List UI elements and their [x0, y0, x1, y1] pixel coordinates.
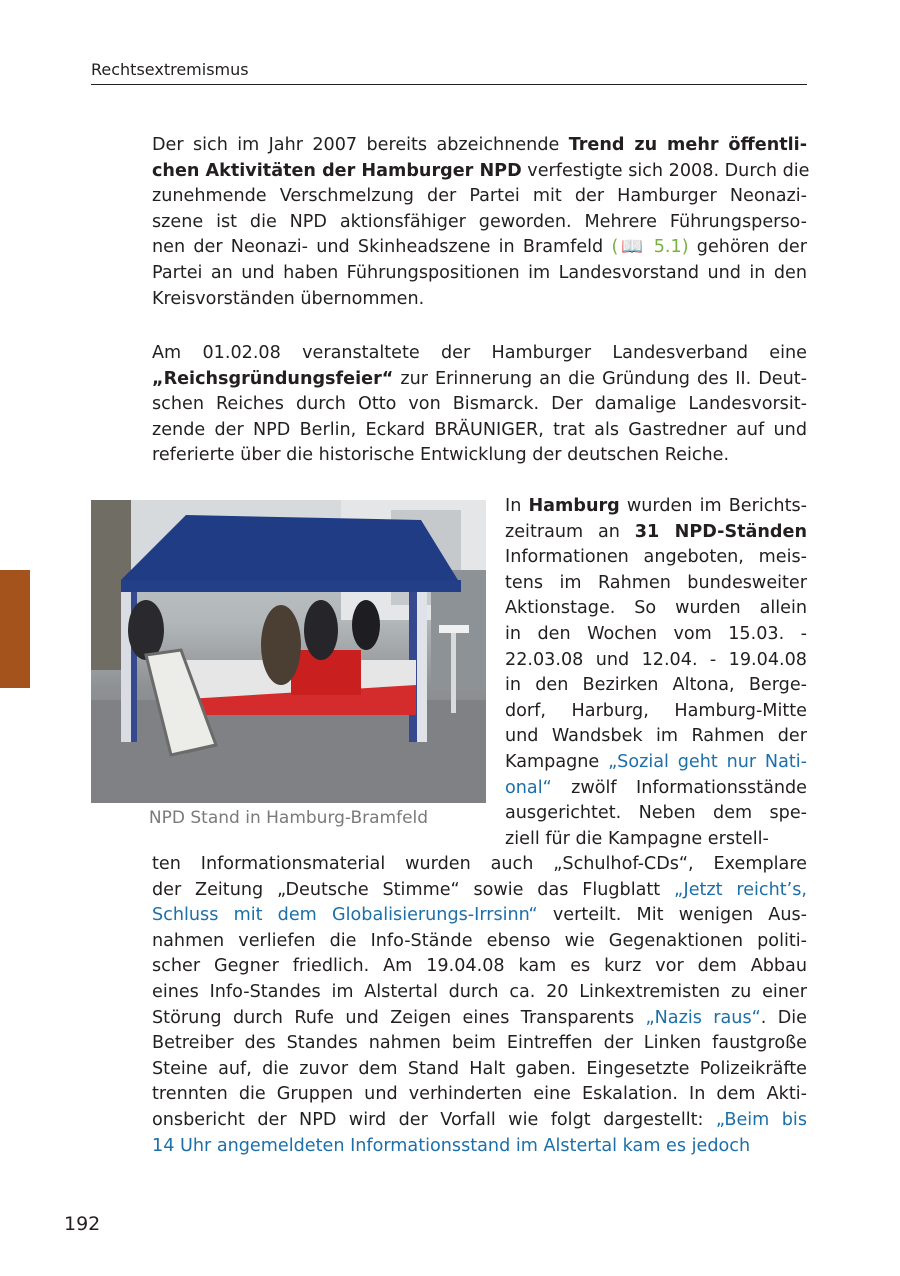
- text-line: [152, 184, 807, 210]
- text-run: wurden im Berichts-: [619, 496, 807, 516]
- text-line: [152, 341, 807, 367]
- quote-link: 14 Uhr angemeldeten Informationsstand im Alstertal kam es jedoch: [152, 1135, 751, 1156]
- text-run: 22.03.08 und 12.04. - 19.04.08: [505, 649, 807, 670]
- text-run: zende der NPD Berlin, Eckard BRÄUNIGER, trat als Gastredner auf und: [152, 419, 807, 440]
- text-line: [505, 622, 807, 648]
- text-run: in den Wochen vom 15.03. -: [505, 623, 807, 644]
- text-line: [505, 596, 807, 622]
- text-line: [152, 159, 810, 185]
- text-line: [152, 392, 807, 418]
- text-run: ziell für die Kampagne erstell-: [505, 828, 769, 849]
- quote-link: „Nazis raus“: [645, 1007, 761, 1028]
- text-run: der Zeitung „Deutsche Stimme“ sowie das Flugblatt: [152, 879, 674, 900]
- text-run: ten Informationsmaterial wurden auch „Schulhof-CDs“, Exemplare: [152, 854, 807, 874]
- text-run: . Die: [760, 1007, 807, 1028]
- text-run: referierte über die historische Entwicklung der deutschen Reiche.: [152, 445, 730, 466]
- text-line: [152, 1057, 807, 1083]
- text-run: scher Gegner friedlich. Am 19.04.08 kam es kurz vor dem Abbau: [152, 956, 807, 977]
- quote-link: onal“: [505, 777, 552, 798]
- text-run: Steine auf, die zuvor dem Stand Halt gaben. Eingesetzte Polizeikräfte: [152, 1058, 807, 1079]
- text-line: [152, 1006, 807, 1032]
- text-line: [152, 210, 807, 236]
- text-line: [505, 827, 807, 853]
- bold-emphasis: 31 NPD-Ständen: [634, 521, 807, 542]
- text-run: zwölf Informationsstände: [551, 777, 807, 798]
- text-line: [152, 1108, 807, 1134]
- photo-illustration: [91, 500, 486, 803]
- header-rule: [91, 84, 807, 85]
- paragraph-info-staende-wrapped: [505, 494, 807, 852]
- bold-emphasis: „Reichsgründungsfeier“: [152, 368, 394, 389]
- text-line: [152, 443, 807, 469]
- text-line: [505, 750, 807, 776]
- text-line: [152, 980, 807, 1006]
- paragraph-info-staende-continued: [152, 852, 807, 1159]
- text-run: dorf, Harburg, Hamburg-Mitte: [505, 700, 807, 721]
- text-line: [152, 878, 807, 904]
- text-line: [505, 648, 807, 674]
- text-run: eines Info-Standes im Alstertal durch ca. 20 Linkextremisten zu einer: [152, 981, 807, 1002]
- text-run: Kampagne: [505, 751, 609, 772]
- text-line: [152, 929, 807, 955]
- text-run: Informationen angeboten, meis-: [505, 547, 807, 568]
- text-line: [152, 367, 807, 393]
- text-line: [152, 261, 807, 287]
- text-line: [152, 903, 807, 929]
- bold-emphasis: Hamburg: [528, 496, 620, 516]
- text-line: [505, 520, 807, 546]
- text-run: zur Erinnerung an die Gründung des II. Deut-: [393, 368, 807, 389]
- quote-link: Schluss mit dem Globalisierungs-Irrsinn“: [152, 905, 538, 926]
- text-line: [152, 1082, 807, 1108]
- text-line: [152, 133, 807, 159]
- text-line: [152, 235, 807, 261]
- page-number: 192: [64, 1213, 101, 1235]
- running-header: Rechtsextremismus: [91, 60, 249, 79]
- text-run: zunehmende Verschmelzung der Partei mit der Hamburger Neonazi-: [152, 186, 807, 207]
- text-run: Der sich im Jahr 2007 bereits abzeichnende: [152, 135, 569, 155]
- text-line: [152, 1134, 807, 1160]
- text-run: Betreiber des Standes nahmen beim Eintreffen der Linken faustgroße: [152, 1033, 807, 1054]
- text-run: Kreisvorständen übernommen.: [152, 288, 425, 309]
- text-run: schen Reiches durch Otto von Bismarck. Der damalige Landesvorsit-: [152, 394, 807, 415]
- text-run: zeitraum an: [505, 521, 635, 542]
- text-line: [505, 724, 807, 750]
- text-line: [152, 1031, 807, 1057]
- text-line: [505, 494, 807, 520]
- text-run: trennten die Gruppen und verhinderten eine Eskalation. In dem Akti-: [152, 1084, 807, 1105]
- text-line: [152, 852, 807, 878]
- text-line: [152, 418, 807, 444]
- text-run: Am 01.02.08 veranstaltete der Hamburger Landesverband eine: [152, 343, 807, 363]
- text-run: onsbericht der NPD wird der Vorfall wie folgt dargestellt:: [152, 1109, 716, 1130]
- text-run: verfestigte sich 2008. Durch die: [521, 160, 810, 181]
- text-run: ausgerichtet. Neben dem spe-: [505, 803, 807, 824]
- cross-reference: (📖 5.1): [611, 237, 689, 258]
- text-line: [505, 699, 807, 725]
- text-line: [152, 954, 807, 980]
- text-line: [152, 287, 807, 313]
- text-run: nahmen verliefen die Info-Stände ebenso wie Gegenaktionen politi-: [152, 930, 807, 951]
- text-line: [505, 801, 807, 827]
- text-run: und Wandsbek im Rahmen der: [505, 726, 807, 747]
- quote-link: „Sozial geht nur Nati-: [608, 751, 807, 772]
- text-line: [505, 776, 807, 802]
- quote-link: „Jetzt reicht’s,: [673, 879, 807, 900]
- text-run: verteilt. Mit wenigen Aus-: [537, 905, 807, 926]
- paragraph-npd-trend: [152, 133, 810, 312]
- paragraph-reichsgruendungsfeier: [152, 341, 807, 469]
- quote-link: „Beim bis: [715, 1109, 807, 1130]
- photo-caption: NPD Stand in Hamburg-Bramfeld: [148, 808, 429, 828]
- bold-emphasis: chen Aktivitäten der Hamburger NPD: [152, 160, 522, 181]
- photo-npd-stand: [91, 500, 486, 803]
- text-line: [505, 545, 807, 571]
- text-run: in den Bezirken Altona, Berge-: [505, 675, 807, 696]
- text-run: Störung durch Rufe und Zeigen eines Transparents: [152, 1007, 646, 1028]
- text-run: In: [505, 496, 529, 516]
- text-run: Partei an und haben Führungspositionen im Landesvorstand und in den: [152, 262, 807, 283]
- text-run: szene ist die NPD aktionsfähiger geworden. Mehrere Führungsperso-: [152, 211, 807, 232]
- bold-emphasis: Trend zu mehr öffentli-: [568, 135, 807, 155]
- chapter-tab-marker: [0, 570, 30, 688]
- text-run: nen der Neonazi- und Skinheadszene in Bramfeld: [152, 237, 612, 258]
- text-run: tens im Rahmen bundesweiter: [505, 572, 807, 593]
- text-line: [505, 673, 807, 699]
- text-line: [505, 571, 807, 597]
- text-run: gehören der: [688, 237, 807, 258]
- text-run: Aktionstage. So wurden allein: [505, 598, 807, 619]
